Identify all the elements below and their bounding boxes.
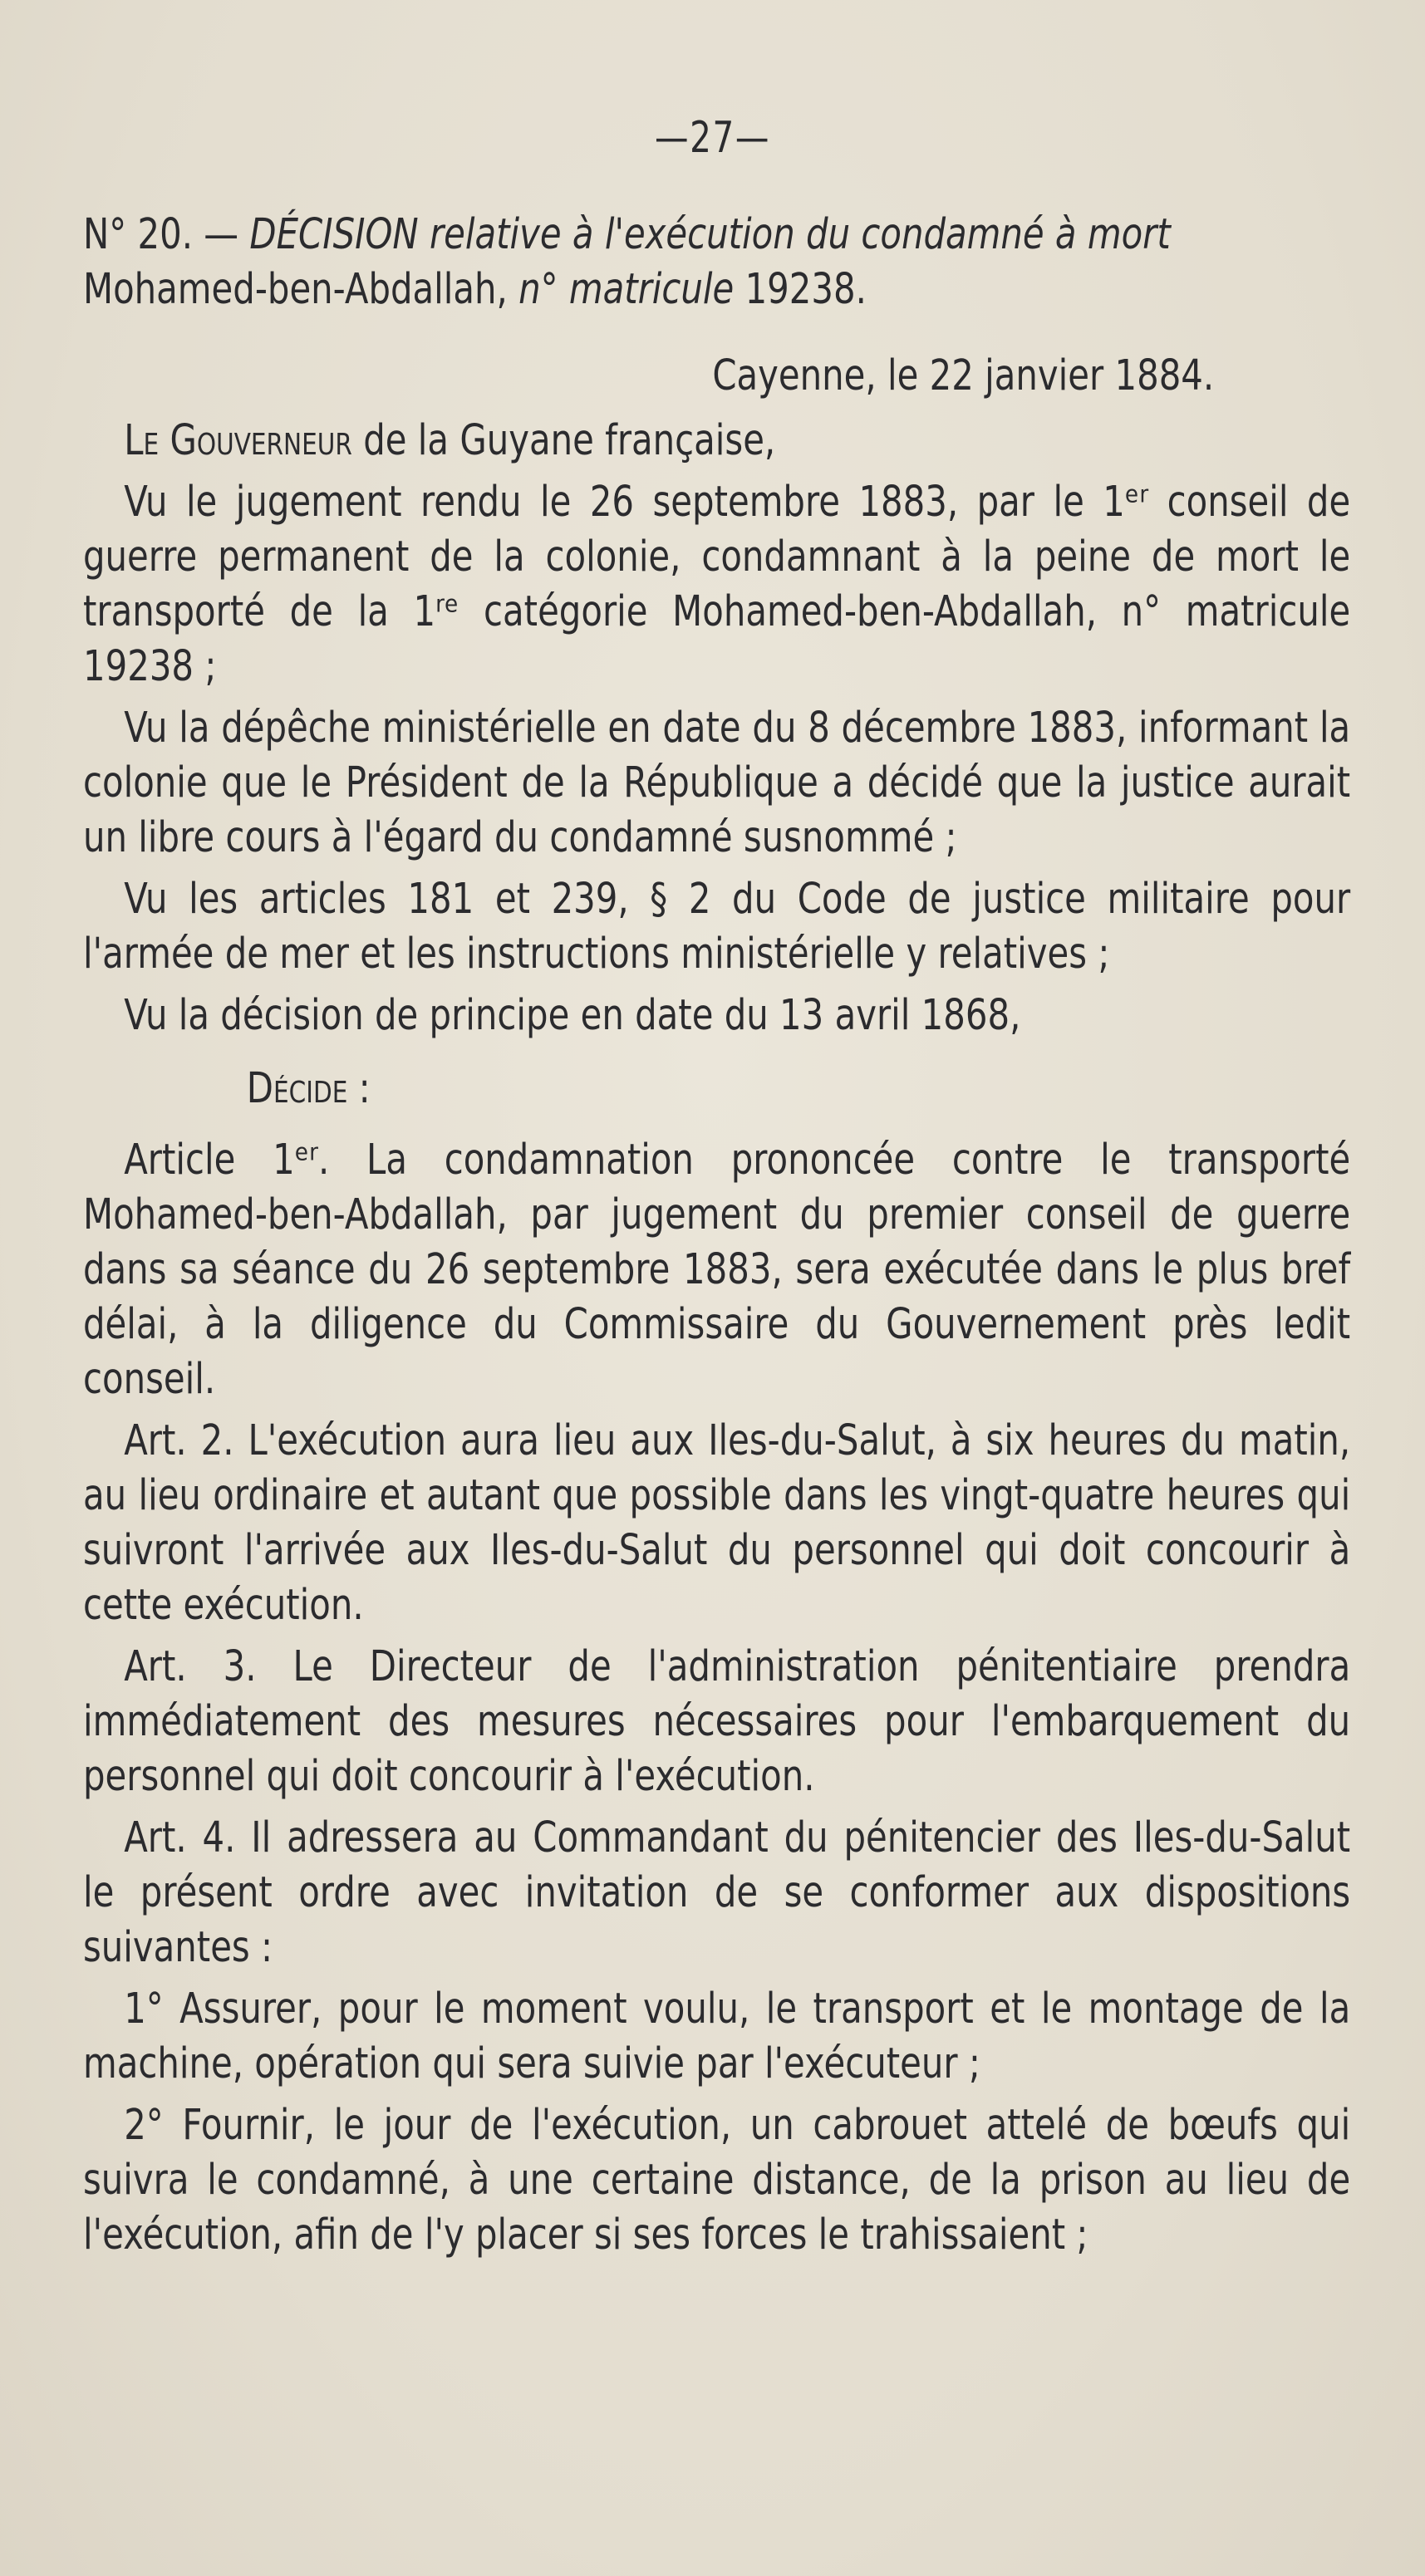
vu-paragraph: Vu la décision de principe en date du 13 avril 1868, bbox=[124, 991, 1021, 1040]
disposition-item: 1° Assurer, pour le moment voulu, le transport et le montage de la machine, opération qui sera suivie par l'exécuteur ; bbox=[83, 1985, 1351, 2088]
article-paragraph: Art. 3. Le Directeur de l'administration pénitentiaire prendra immédiatement des mesures nécessaires pour l'embarquement du personnel qui doit concourir à l'exécution. bbox=[83, 1642, 1351, 1801]
article-paragraph: Art. 2. L'exécution aura lieu aux Iles-du-Salut, à six heures du matin, au lieu ordinaire et autant que possible dans les vingt-quatre heures qui suivront l'arrivée aux Iles-du-Salut du personnel qui doit concourir à cette exécution. bbox=[83, 1416, 1351, 1630]
disposition-item: 2° Fournir, le jour de l'exécution, un cabrouet attelé de bœufs qui suivra le condamné, à une certaine distance, de la prison au lieu de l'exécution, afin de l'y placer si ses forces le trahissaient ; bbox=[83, 2101, 1351, 2260]
decision-number: N° 20. bbox=[83, 210, 193, 259]
heading-matricule-label: n° matricule bbox=[518, 265, 735, 314]
heading-dash: — bbox=[204, 210, 239, 259]
decision-heading bbox=[83, 208, 1350, 317]
heading-matricule-number: 19238. bbox=[744, 265, 867, 314]
page-number: —27— bbox=[655, 113, 770, 163]
vu-paragraph: Vu les articles 181 et 239, § 2 du Code de justice militaire pour l'armée de mer et les instructions ministérielle y relatives ; bbox=[83, 875, 1351, 979]
vu-paragraph: Vu la dépêche ministérielle en date du 8 décembre 1883, informant la colonie que le Président de la République a décidé que la justice aurait un libre cours à l'égard du condamné susnommé ; bbox=[83, 704, 1351, 862]
dateline: Cayenne, le 22 janvier 1884. bbox=[712, 351, 1215, 400]
page-number-value: 27 bbox=[690, 113, 735, 163]
governor-intro bbox=[83, 414, 1350, 469]
heading-title-italic: DÉCISION relative à l'exécution du condamné à mort bbox=[249, 210, 1171, 259]
article-paragraph: Art. 4. Il adressera au Commandant du pénitencier des Iles-du-Salut le présent ordre avec invitation de se conformer aux dispositions suivantes : bbox=[83, 1813, 1351, 1972]
vu-paragraph: Vu le jugement rendu le 26 septembre 1883, par le 1ᵉʳ conseil de guerre permanent de la colonie, condamnant à la peine de mort le transporté de la 1ʳᵉ catégorie Mohamed-ben-Abdallah, n° matricule 19238 ; bbox=[83, 478, 1351, 691]
condemned-name: Mohamed-ben-Abdallah, bbox=[83, 265, 508, 314]
governor-rest: de la Guyane française, bbox=[351, 416, 776, 465]
article-paragraph: Article 1ᵉʳ. La condamnation prononcée contre le transporté Mohamed-ben-Abdallah, par jugement du premier conseil de guerre dans sa séance du 26 septembre 1883, sera exécutée dans le plus bref délai, à la diligence du Commissaire du Gouvernement près ledit conseil. bbox=[83, 1136, 1351, 1404]
governor-title: Le Gouverneur bbox=[124, 416, 352, 465]
decide-heading: Décide : bbox=[246, 1064, 371, 1113]
